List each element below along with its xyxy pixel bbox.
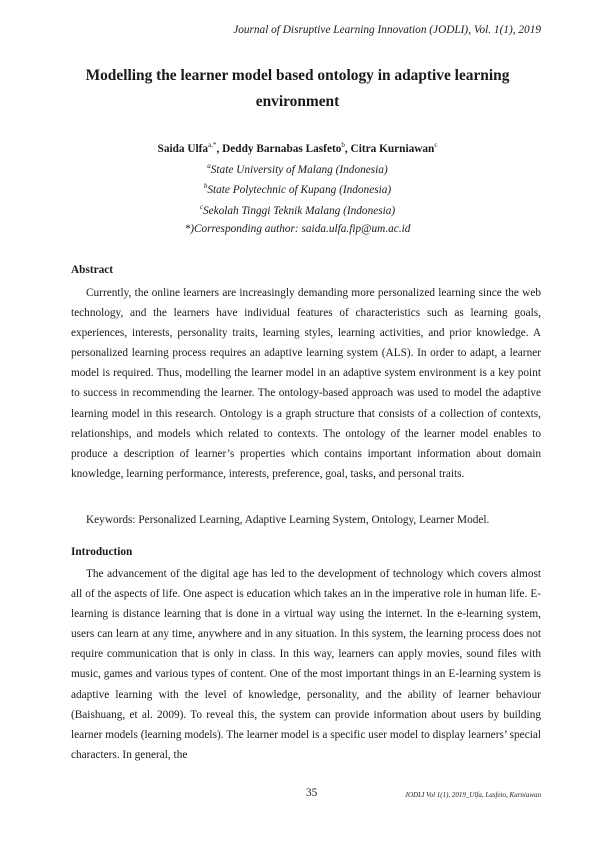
introduction-heading: Introduction: [71, 546, 133, 558]
author-superscript: b: [341, 141, 345, 149]
affiliation-superscript: a: [207, 162, 211, 170]
affiliation-c: [0, 203, 595, 217]
corresponding-author: *)Corresponding author: saida.ulfa.fip@um.ac.id: [184, 223, 411, 235]
abstract-body: Currently, the online learners are increasingly demanding more personalized learning since the web technology, and the learners have individual features of characteristics such as learning goals, experiences, interests, personality traits, learning styles, learning activities, and prior knowledge. A personalized learning process requires an adaptive learning system (ALS). In order to adapt, a learner model is required. Thus, modelling the learner model in an adaptive system environment is a key point to success in recommending the learner. The ontology-based approach was used to model the adaptive learning model in this research. Ontology is a graph structure that consists of a collection of contexts, relationships, and models which related to contexts. The ontology of the learner model enables to produce a description of learner’s properties which contains important information about domain knowledge, learning performance, interests, preference, goal, tasks, and personal traits.: [71, 287, 541, 480]
author-name: Deddy Barnabas Lasfeto: [222, 142, 342, 155]
paper-title: [40, 63, 555, 115]
author-separator: ,: [216, 142, 223, 155]
author-superscript: a,*: [208, 141, 217, 149]
affiliation-text: State University of Malang (Indonesia): [210, 163, 388, 176]
author-name: Saida Ulfa: [157, 142, 209, 155]
introduction-body: The advancement of the digital age has led to the development of technology which covers almost all of the aspects of life. One aspect is education which takes an in the imperative role in human life. E-learning is distance learning that is done in a virtual way using the internet. In the e-learning system, users can learn at any time, anywhere and in any situation. In this system, the learning process does not require communication that is only in class. In this way, learners can apply movies, sound files with music, games and various types of content. One of the most important things in an E-learning system is adaptive learning with the level of knowledge, personality, and the ability of learner behaviour (Baishuang, et al. 2009). To reveal this, the system can provide information about users by building learner models (learning models). The learner model is a specific user model to display learners’ special characters. In general, the: [71, 568, 541, 761]
author-separator: ,: [344, 142, 351, 155]
title-line-1: Modelling the learner model based ontology in adaptive learning: [85, 67, 510, 84]
keywords: Keywords: Personalized Learning, Adaptive Learning System, Ontology, Learner Model.: [86, 514, 490, 526]
affiliation-b: [0, 182, 595, 196]
journal-header: Journal of Disruptive Learning Innovation (JODLI), Vol. 1(1), 2019: [233, 24, 541, 36]
author-superscript: c: [434, 141, 438, 149]
affiliation-superscript: c: [199, 203, 203, 211]
affiliation-a: [0, 162, 595, 176]
affiliation-superscript: b: [203, 182, 208, 190]
footer-citation: JODLI Vol 1(1), 2019_Ulfa, Lasfeto, Kurniawan: [404, 791, 541, 799]
page-number: 35: [306, 787, 318, 799]
author-name: Citra Kurniawan: [350, 142, 435, 155]
affiliation-text: Sekolah Tinggi Teknik Malang (Indonesia): [202, 204, 396, 217]
title-line-2: environment: [255, 93, 340, 110]
abstract-heading: Abstract: [71, 264, 114, 276]
affiliation-text: State Polytechnic of Kupang (Indonesia): [207, 183, 392, 196]
author-list: [0, 141, 595, 155]
